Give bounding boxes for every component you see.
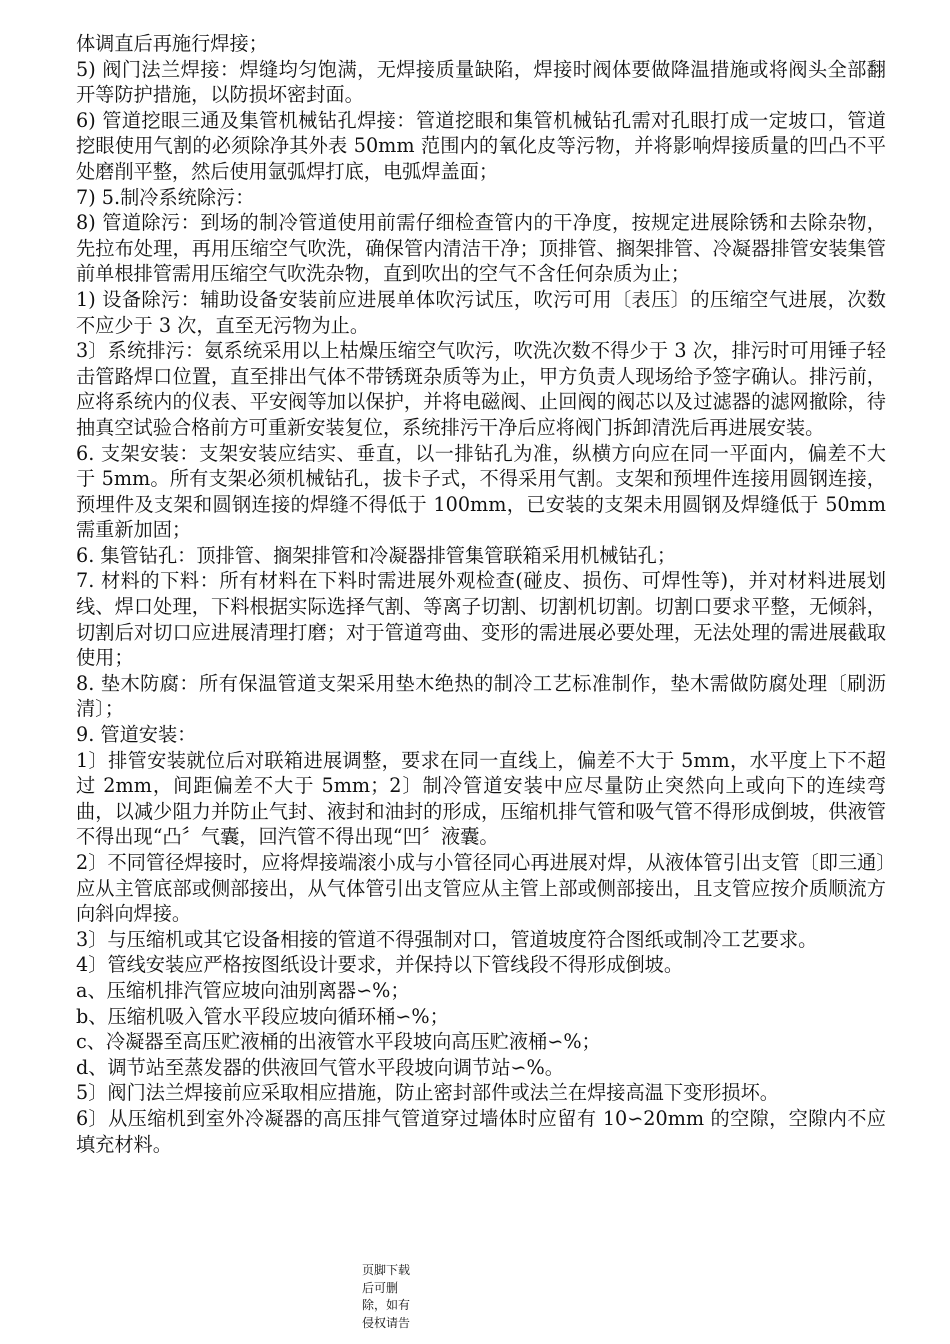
document-body bbox=[76, 31, 886, 1157]
paragraph: 7) 5.制冷系统除污： bbox=[76, 185, 255, 209]
paragraph: 体调直后再施行焊接； bbox=[76, 32, 268, 55]
paragraph: 6. 集管钻孔：顶排管、搁架排管和冷凝器排管集管联箱采用机械钻孔； bbox=[76, 543, 677, 567]
footer-note: 页脚下载后可删除，如有侵权请告 bbox=[362, 1263, 411, 1330]
paragraph: 2〕不同管径焊接时，应将焊接端滚小成与小管径同心再进展对焊，从液体管引出支管〔即三通〕应从主管底部或侧部接出，从气体管引出支管应从主管上部或侧部接出，且支管应按介质顺流方向斜向焊接。 bbox=[76, 851, 886, 926]
paragraph: d、调节站至蒸发器的供液回气管水平段坡向调节站∽%。 bbox=[76, 1055, 564, 1079]
paragraph: 8. 垫木防腐：所有保温管道支架采用垫木绝热的制冷工艺标准制作，垫木需做防腐处理〔刷沥清〕； bbox=[76, 671, 886, 721]
paragraph: 6〕从压缩机到室外冷凝器的高压排气管道穿过墙体时应留有 10∽20mm 的空隙，空隙内不应填充材料。 bbox=[76, 1106, 886, 1156]
paragraph: 5〕阀门法兰焊接前应采取相应措施，防止密封部件或法兰在焊接高温下变形损坏。 bbox=[76, 1081, 779, 1105]
paragraph: 7. 材料的下料：所有材料在下料时需进展外观检查(碰皮、损伤、可焊性等)，并对材料进展划线、焊口处理，下料根据实际选择气割、等离子切割、切割机切割。切割口要求平整，无倾斜，切割后对切口应进展清理打磨；对于管道弯曲、变形的需进展必要处理，无法处理的需进展截取使用； bbox=[76, 569, 886, 670]
paragraph: 6) 管道挖眼三通及集管机械钻孔焊接：管道挖眼和集管机械钻孔需对孔眼打成一定坡口，管道挖眼使用气割的必须除净其外表 50mm 范围内的氧化皮等污物，并将影响焊接质量的凹凸不平处磨削平整，然后使用氩弧焊打底，电弧焊盖面； bbox=[76, 108, 886, 183]
paragraph: 9. 管道安装： bbox=[76, 723, 197, 747]
paragraph: 8) 管道除污：到场的制冷管道使用前需仔细检查管内的干净度，按规定进展除锈和去除杂物，先拉布处理，再用压缩空气吹洗，确保管内清洁干净；顶排管、搁架排管、冷凝器排管安装集管前单根排管需用压缩空气吹洗杂物，直到吹出的空气不含任何杂质为止； bbox=[76, 211, 886, 286]
paragraph: a、压缩机排汽管应坡向油别离器∽%； bbox=[76, 978, 410, 1002]
paragraph: b、压缩机吸入管水平段应坡向循环桶∽%； bbox=[76, 1004, 449, 1028]
paragraph: c、冷凝器至高压贮液桶的出液管水平段坡向高压贮液桶∽%； bbox=[76, 1030, 601, 1054]
paragraph: 1〕排管安装就位后对联箱进展调整，要求在同一直线上，偏差不大于 5mm，水平度上下不超过 2mm，间距偏差不大于 5mm；2〕制冷管道安装中应尽量防止突然向上或向下的连续弯曲，以减少阻力并防止气封、液封和油封的形成，压缩机排气管和吸气管不得形成倒坡，供液管不得出现“凸〞气囊，回汽管不得出现“凹〞液囊。 bbox=[76, 748, 886, 849]
paragraph: 1) 设备除污：辅助设备安装前应进展单体吹污试压，吹污可用〔表压〕的压缩空气进展，次数不应少于 3 次，直至无污物为止。 bbox=[76, 287, 886, 337]
paragraph: 5) 阀门法兰焊接：焊缝均匀饱满，无焊接质量缺陷，焊接时阀体要做降温措施或将阀头全部翻开等防护措施，以防损坏密封面。 bbox=[76, 57, 886, 107]
paragraph: 4〕管线安装应严格按图纸设计要求，并保持以下管线段不得形成倒坡。 bbox=[76, 953, 684, 977]
paragraph: 3〕与压缩机或其它设备相接的管道不得强制对口，管道坡度符合图纸或制冷工艺要求。 bbox=[76, 927, 818, 951]
paragraph: 6. 支架安装：支架安装应结实、垂直，以一排钻孔为准，纵横方向应在同一平面内，偏差不大于 5mm。所有支架必须机械钻孔，拔卡子式，不得采用气割。支架和预埋件连接用圆钢连接，预埋件及支架和圆钢连接的焊缝不得低于 100mm，已安装的支架未用圆钢及焊缝低于 50mm 需重新加固； bbox=[76, 441, 886, 542]
paragraph: 3〕系统排污：氨系统采用以上枯燥压缩空气吹污，吹洗次数不得少于 3 次，排污时可用锤子轻击管路焊口位置，直至排出气体不带锈斑杂质等为止，甲方负责人现场给予签字确认。排污前，应将系统内的仪表、平安阀等加以保护，并将电磁阀、止回阀的阀芯以及过滤器的滤网撤除，待抽真空试验合格前方可重新安装复位，系统排污干净后应将阀门拆卸清洗后再进展安装。 bbox=[76, 339, 886, 439]
